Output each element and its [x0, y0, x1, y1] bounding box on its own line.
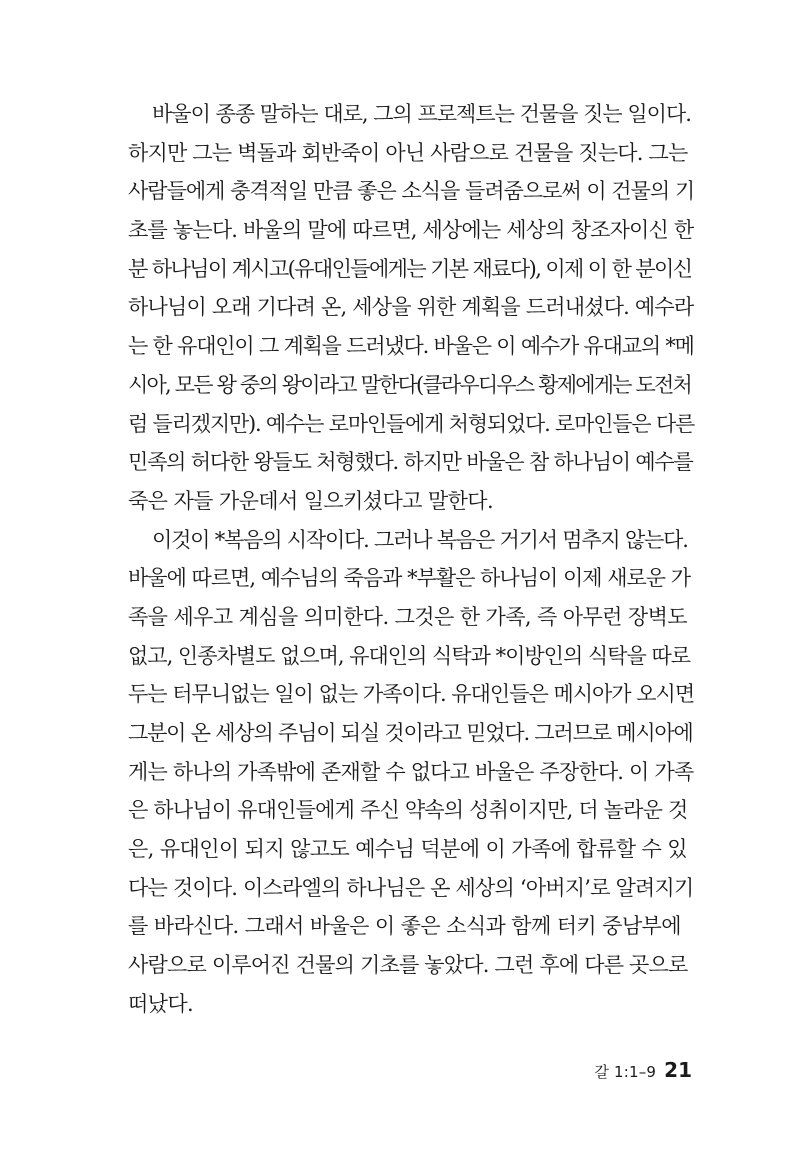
text-line: 다는 것이다. 이스라엘의 하나님은 온 세상의 ‘아버지’로 알려지기 — [128, 875, 694, 900]
page-footer — [594, 1058, 692, 1082]
text-line: 두는 터무니없는 일이 없는 가족이다. 유대인들은 메시아가 오시면 — [128, 682, 695, 707]
text-line: 분 하나님이 계시고(유대인들에게는 기본 재료다), 이제 이 한 분이신 — [128, 256, 692, 281]
text-line: 그분이 온 세상의 주님이 되실 것이라고 믿었다. 그러므로 메시아에 — [128, 721, 693, 745]
text-line: 바울에 따르면, 예수님의 죽음과 *부활은 하나님이 이제 새로운 가 — [128, 566, 691, 591]
text-line: 죽은 자들 가운데서 일으키셨다고 말한다. — [128, 488, 494, 513]
text-line: 이것이 *복음의 시작이다. 그러나 복음은 거기서 멈추지 않는다. — [152, 527, 688, 552]
text-line: 없고, 인종차별도 없으며, 유대인의 식탁과 *이방인의 식탁을 따로 — [128, 643, 691, 668]
text-line: 하나님이 오래 기다려 온, 세상을 위한 계획을 드러내셨다. 예수라 — [128, 295, 694, 320]
text-line: 게는 하나의 가족밖에 존재할 수 없다고 바울은 주장한다. 이 가족 — [128, 759, 694, 784]
text-line: 은 하나님이 유대인들에게 주신 약속의 성취이지만, 더 놀라운 것 — [128, 798, 688, 823]
page-number: 21 — [664, 1058, 692, 1082]
text-line: 초를 놓는다. 바울의 말에 따르면, 세상에는 세상의 창조자이신 한 — [128, 218, 694, 243]
text-line: 하지만 그는 벽돌과 회반죽이 아닌 사람으로 건물을 짓는다. 그는 — [128, 140, 688, 165]
text-line: 는 한 유대인이 그 계획을 드러냈다. 바울은 이 예수가 유대교의 *메 — [128, 334, 694, 359]
text-line: 사람들에게 충격적일 만큼 좋은 소식을 들려줌으로써 이 건물의 기 — [128, 179, 695, 204]
text-line: 사람으로 이루어진 건물의 기초를 놓았다. 그런 후에 다른 곳으로 — [128, 953, 688, 978]
text-line: 떠났다. — [128, 991, 194, 1016]
scripture-reference: 갈 1:1–9 — [594, 1063, 657, 1081]
text-line: 시아, 모든 왕 중의 왕이라고 말한다(클라우디우스 황제에게는 도전처 — [128, 372, 692, 397]
text-line: 은, 유대인이 되지 않고도 예수님 덕분에 이 가족에 합류할 수 있 — [128, 837, 687, 862]
text-line: 족을 세우고 계심을 의미한다. 그것은 한 가족, 즉 아무런 장벽도 — [128, 604, 687, 629]
text-line: 를 바라신다. 그래서 바울은 이 좋은 소식과 함께 터키 중남부에 — [128, 914, 681, 939]
text-line: 민족의 허다한 왕들도 처형했다. 하지만 바울은 참 하나님이 예수를 — [128, 450, 693, 475]
text-line: 럼 들리겠지만). 예수는 로마인들에게 처형되었다. 로마인들은 다른 — [128, 411, 695, 436]
body-text — [128, 95, 694, 1024]
text-line: 바울이 종종 말하는 대로, 그의 프로젝트는 건물을 짓는 일이다. — [152, 102, 691, 126]
